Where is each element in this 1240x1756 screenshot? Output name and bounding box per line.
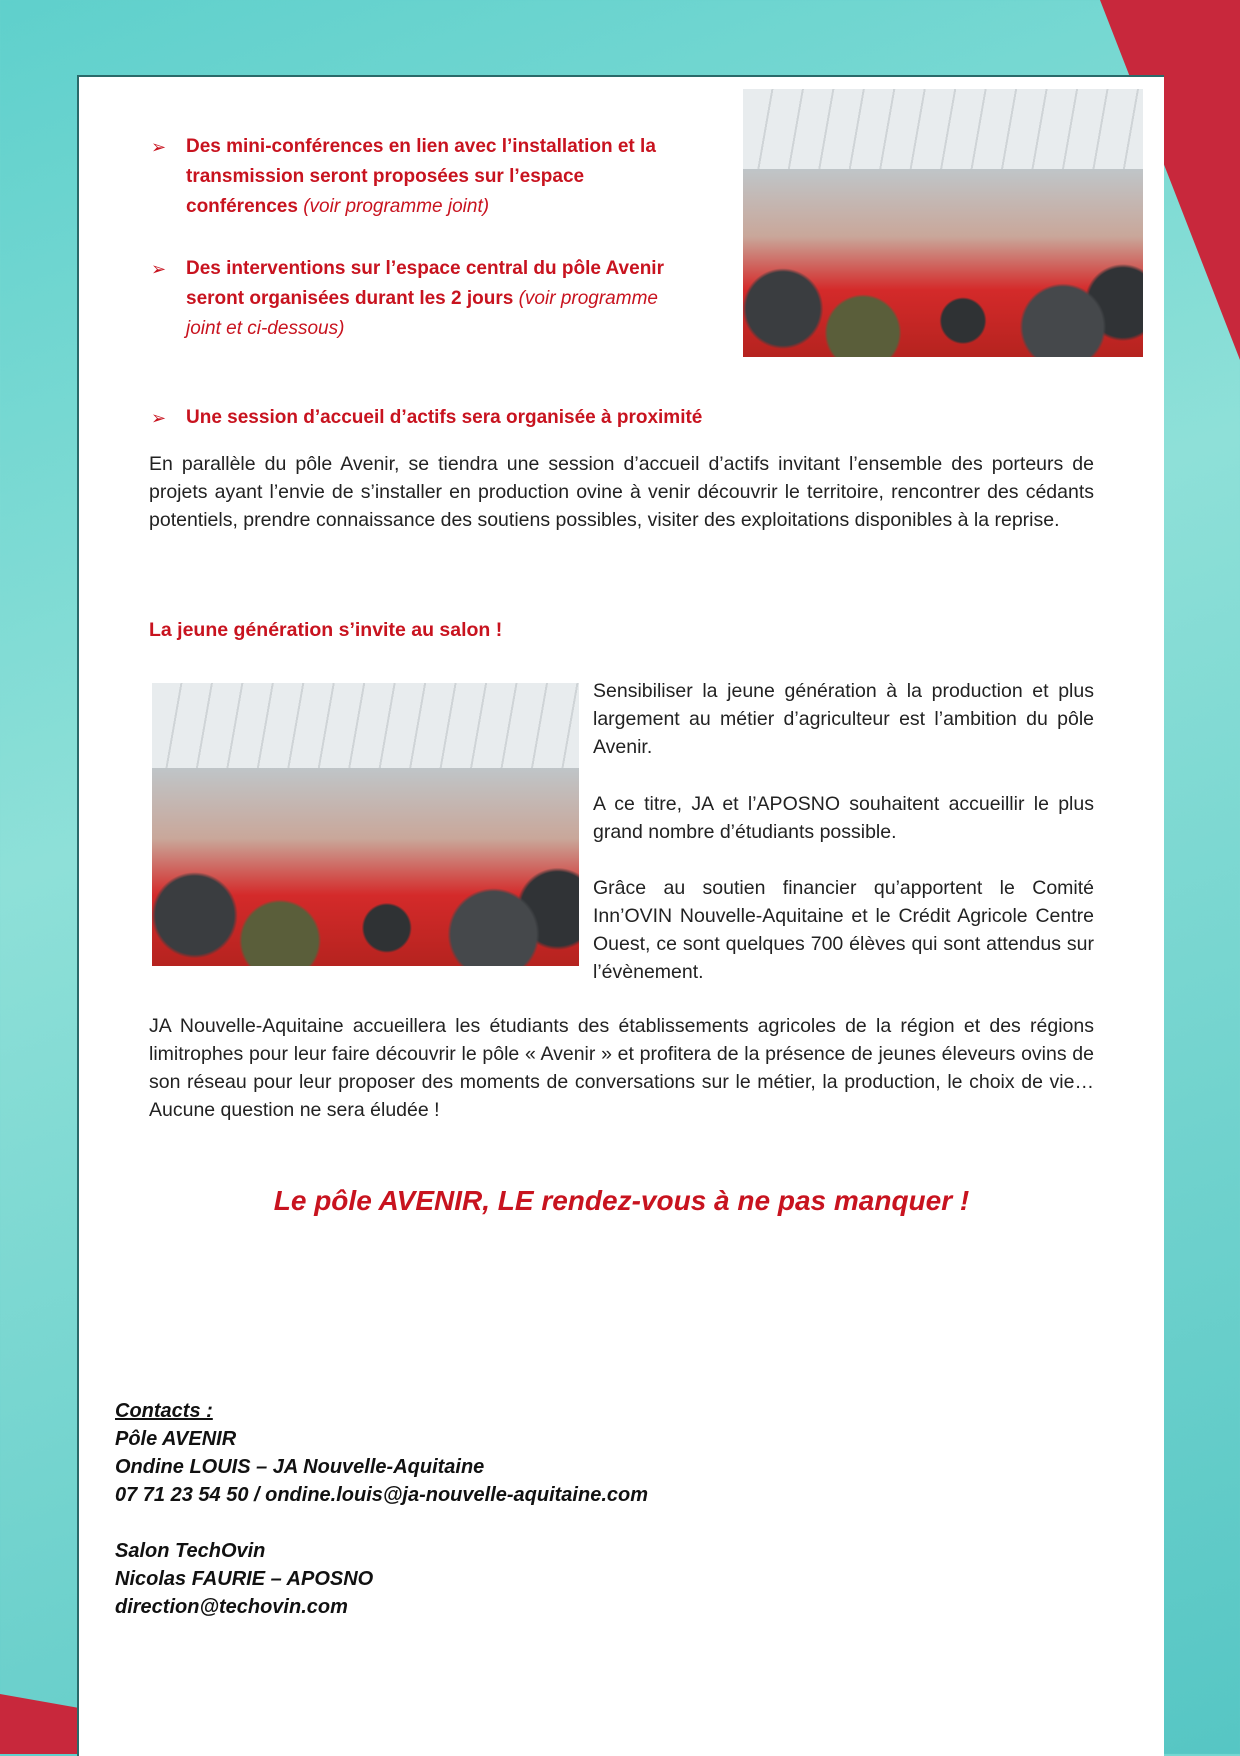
bullet-item: [151, 254, 671, 344]
bullet-text: Des mini-conférences en lien avec l’installation et la transmission seront proposées sur l’espace conférences: [186, 136, 656, 217]
arrow-bullet-icon: ➢: [151, 408, 167, 428]
contact-line: 07 71 23 54 50 / ondine.louis@ja-nouvelle-aquitaine.com: [115, 1484, 649, 1506]
side-paragraph: Grâce au soutien financier qu’apportent le Comité Inn’OVIN Nouvelle-Aquitaine et le Crédit Agricole Centre Ouest, ce sont quelques 700 élèves qui sont attendus sur l’évènement.: [593, 877, 1094, 983]
paragraph-ja: JA Nouvelle-Aquitaine accueillera les étudiants des établissements agricoles de la région et des régions limitrophes pour leur faire découvrir le pôle « Avenir » et profitera de la présence de jeunes éleveurs ovins de son réseau pour leur proposer des moments de conversations sur le métier, la production, le choix de vie… Aucune question ne sera éludée !: [149, 1015, 1094, 1121]
bullet-item: [151, 132, 671, 222]
contacts-block: [115, 1397, 815, 1621]
bullet-note: (voir programme joint): [303, 196, 490, 217]
paragraph-accueil: En parallèle du pôle Avenir, se tiendra une session d’accueil d’actifs invitant l’ensemble des porteurs de projets ayant l’envie de s’installer en production ovine à venir découvrir le territoire, rencontrer des cédants potentiels, prendre connaissance des soutiens possibles, visiter des exploitations disponibles à la reprise.: [149, 453, 1094, 531]
bullet-note: (voir programme joint et ci-dessous): [186, 288, 658, 339]
contact-line: Nicolas FAURIE – APOSNO: [115, 1568, 374, 1590]
contact-line: Ondine LOUIS – JA Nouvelle-Aquitaine: [115, 1456, 485, 1478]
arrow-bullet-icon: ➢: [151, 259, 167, 279]
document-page: [77, 75, 1164, 1756]
side-paragraph: Sensibiliser la jeune génération à la production et plus largement au métier d’agriculteur est l’ambition du pôle Avenir.: [593, 680, 1094, 758]
bullet-text: Une session d’accueil d’actifs sera organisée à proximité: [186, 407, 703, 428]
conference-photo: [743, 89, 1143, 357]
arrow-bullet-icon: ➢: [151, 137, 167, 157]
students-photo: [152, 683, 579, 966]
section-title: La jeune génération s’invite au salon !: [149, 619, 503, 641]
bullet-item: [151, 403, 1051, 433]
side-paragraph: A ce titre, JA et l’APOSNO souhaitent accueillir le plus grand nombre d’étudiants possible.: [593, 793, 1094, 843]
contact-line: Pôle AVENIR: [115, 1428, 237, 1450]
slogan: Le pôle AVENIR, LE rendez-vous à ne pas manquer !: [273, 1185, 970, 1216]
contact-spacer: [115, 1509, 815, 1537]
bullet-text: Des interventions sur l’espace central du pôle Avenir seront organisées durant les 2 jours: [186, 258, 664, 309]
contacts-heading: Contacts :: [115, 1400, 213, 1422]
contact-line: direction@techovin.com: [115, 1596, 348, 1618]
contact-line: Salon TechOvin: [115, 1540, 266, 1562]
